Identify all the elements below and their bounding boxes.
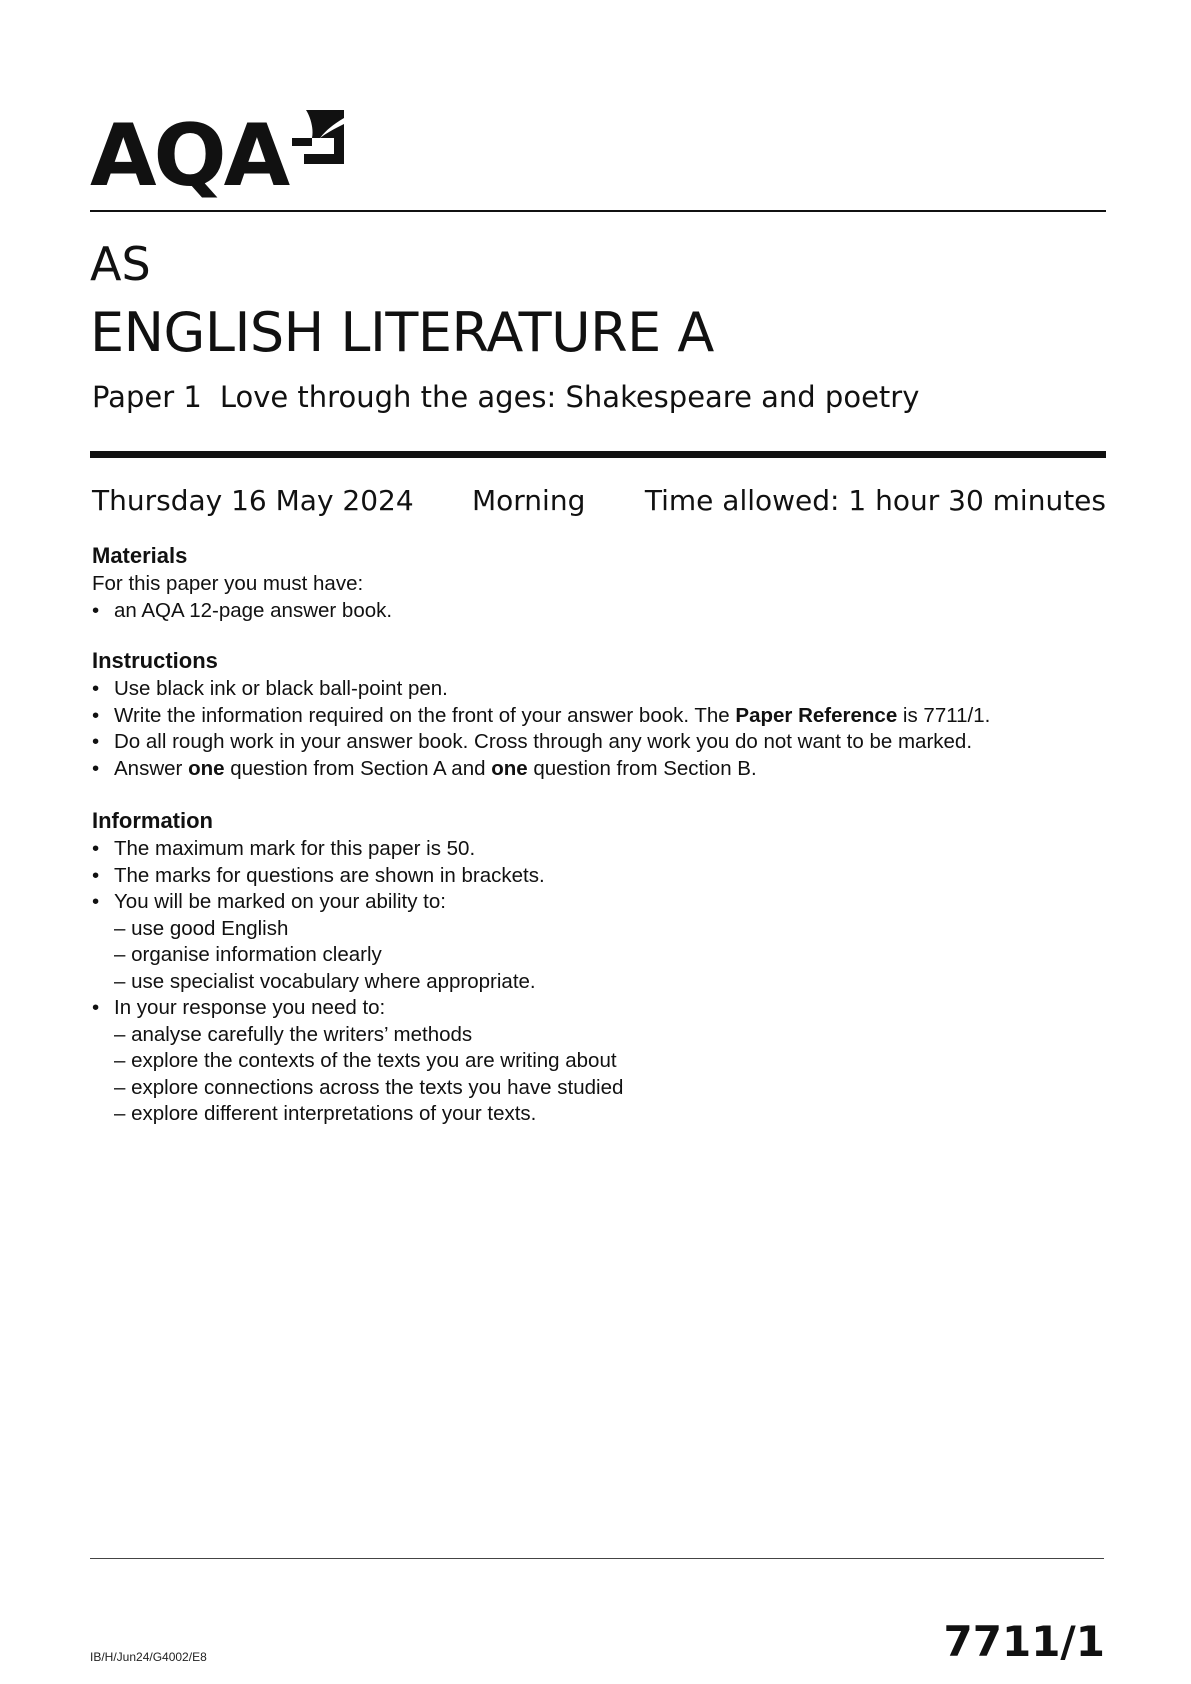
paper-code: 7711/1 (943, 1617, 1105, 1666)
footer-rule (90, 1558, 1104, 1559)
bullet-icon: • (92, 730, 100, 753)
sub-item: – use specialist vocabulary where appropriate. (114, 969, 536, 993)
bullet-icon: • (92, 756, 100, 780)
time-allowed: Time allowed: 1 hour 30 minutes (644, 484, 1106, 517)
sub-item: – use good English (114, 916, 289, 940)
exam-meta-row (92, 482, 1106, 522)
paper-number: Paper 1 (92, 380, 202, 414)
list-item: • You will be marked on your ability to: – use good English – organise information clearly – use specialist vocabulary where appropriate. (92, 889, 1092, 995)
sub-item: – organise information clearly (114, 943, 382, 966)
bullet-icon: • (92, 703, 100, 727)
footer-reference: IB/H/Jun24/G4002/E8 (90, 1650, 207, 1664)
bullet-icon: • (92, 996, 100, 1019)
list-item: • Use black ink or black ball-point pen. (92, 676, 1092, 703)
bullet-icon: • (92, 863, 100, 887)
list-item: • Write the information required on the front of your answer book. The Paper Reference is 7711/1. (92, 703, 1092, 730)
paper-title: Love through the ages: Shakespeare and poetry (219, 380, 920, 414)
sub-item: – explore different interpretations of your texts. (114, 1102, 537, 1125)
exam-session: Morning (472, 484, 586, 517)
aqa-leaf-mark-icon (290, 108, 346, 170)
materials-section (92, 541, 1092, 624)
paper-title-line (92, 378, 919, 416)
bullet-icon: • (92, 837, 100, 860)
list-item: • Answer one question from Section A and one question from Section B. (92, 756, 1092, 783)
aqa-logo (90, 108, 360, 204)
bullet-icon: • (92, 598, 100, 622)
information-heading: Information (92, 808, 213, 833)
header-thick-rule (90, 451, 1106, 458)
materials-heading: Materials (92, 543, 188, 568)
list-item: • an AQA 12-page answer book. (92, 598, 1092, 625)
list-item: • The maximum mark for this paper is 50. (92, 836, 1092, 863)
header-top-rule (90, 210, 1106, 212)
instructions-section (92, 646, 1092, 782)
exam-date: Thursday 16 May 2024 (92, 484, 414, 517)
qualification-level: AS (90, 237, 151, 291)
sub-item: – explore connections across the texts you have studied (114, 1075, 624, 1099)
materials-intro: For this paper you must have: (92, 572, 364, 595)
bullet-icon: • (92, 890, 100, 913)
sub-item: – analyse carefully the writers’ methods (114, 1022, 473, 1046)
list-item: • In your response you need to: – analyse carefully the writers’ methods – explore the contexts of the texts you are writing about – explore connections across the texts you have studied – explore different interpretations of your texts. (92, 995, 1092, 1128)
bullet-icon: • (92, 677, 100, 700)
subject-title: ENGLISH LITERATURE A (90, 301, 714, 364)
paper-reference-label: Paper Reference (735, 703, 898, 727)
list-item: • Do all rough work in your answer book. Cross through any work you do not want to be marked. (92, 729, 1092, 756)
instructions-heading: Instructions (92, 648, 218, 673)
information-section (92, 806, 1092, 1128)
sub-item: – explore the contexts of the texts you are writing about (114, 1049, 617, 1072)
aqa-logo-text: AQA (90, 106, 288, 206)
list-item: • The marks for questions are shown in brackets. (92, 863, 1092, 890)
